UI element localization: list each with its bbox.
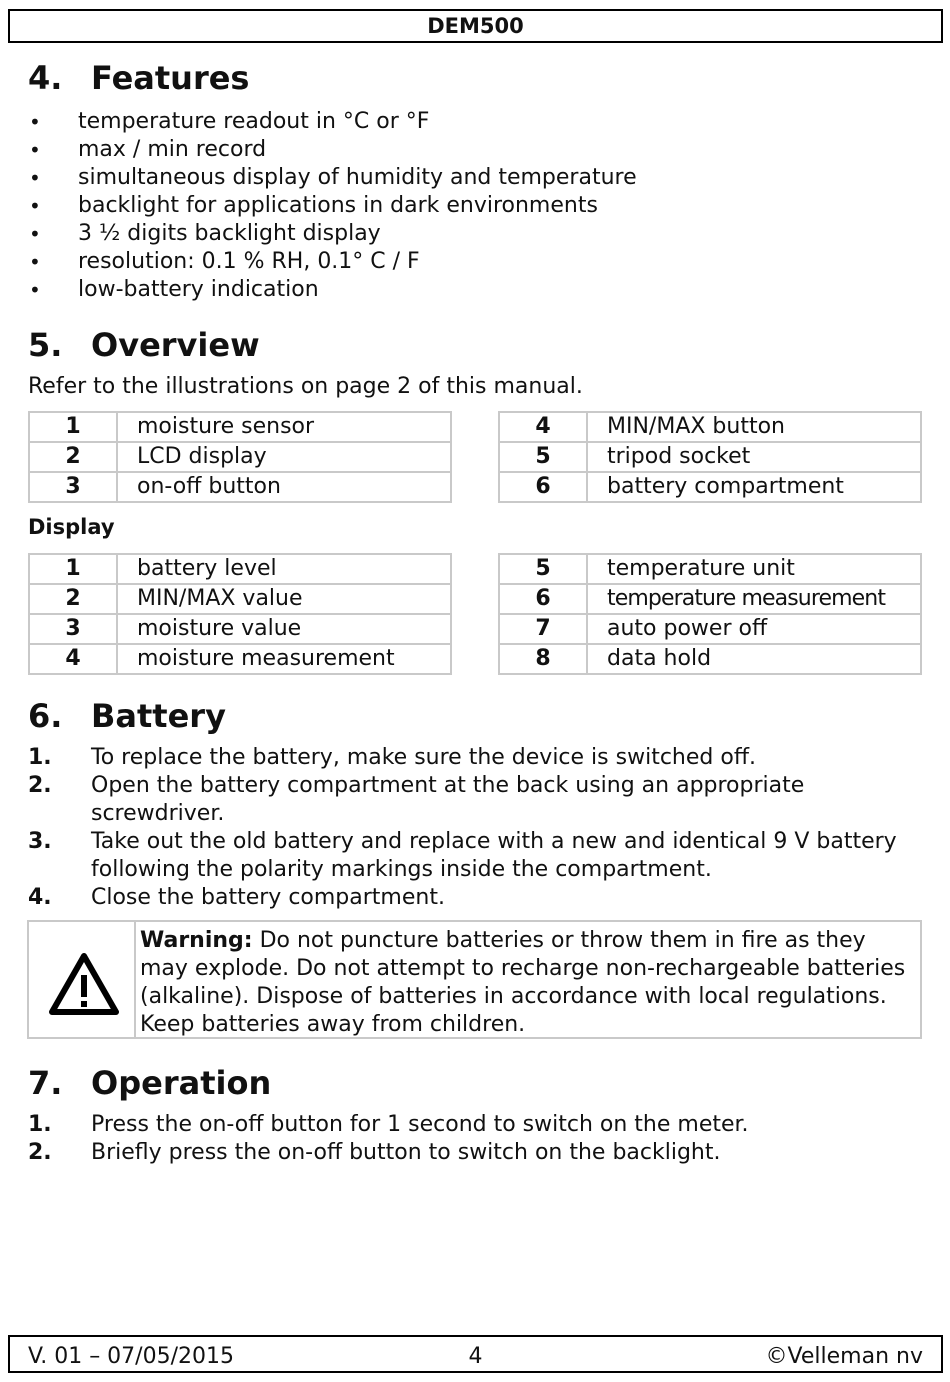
list-item: • simultaneous display of humidity and temperature	[28, 164, 637, 192]
legend-label: temperature unit	[587, 554, 921, 584]
step-text: Open the battery compartment at the back using an appropriate screwdriver.	[91, 773, 805, 826]
battery-steps	[28, 744, 898, 912]
legend-label: moisture sensor	[117, 412, 451, 442]
warning-body: Do not puncture batteries or throw them in fire as they may explode. Do not attempt to recharge non-rechargeable batteries (alkaline). Dispose of batteries in accordance with local regulations. Keep batteries away from children.	[140, 928, 906, 1037]
features-title: Features	[91, 59, 250, 97]
legend-number: 1	[29, 412, 117, 442]
page-footer	[8, 1335, 943, 1373]
legend-number: 2	[29, 442, 117, 472]
table-row	[499, 412, 921, 442]
operation-steps	[28, 1111, 908, 1167]
table-row	[499, 442, 921, 472]
overview-title: Overview	[91, 326, 260, 364]
step-number: 4.	[28, 885, 52, 910]
display-legend-right	[498, 553, 922, 675]
features-heading	[28, 60, 249, 96]
legend-label: moisture value	[117, 614, 451, 644]
legend-number: 5	[499, 442, 587, 472]
legend-label: auto power off	[587, 614, 921, 644]
legend-number: 4	[29, 644, 117, 674]
overview-number: 5.	[28, 326, 63, 364]
operation-title: Operation	[91, 1064, 272, 1102]
step-text: To replace the battery, make sure the device is switched off.	[91, 745, 756, 770]
operation-heading	[28, 1065, 271, 1101]
legend-number: 4	[499, 412, 587, 442]
list-item: • low-battery indication	[28, 276, 637, 304]
legend-label: moisture measurement	[117, 644, 451, 674]
battery-title: Battery	[91, 697, 226, 735]
list-item	[28, 772, 898, 828]
step-text: Press the on-off button for 1 second to switch on the meter.	[91, 1112, 749, 1137]
list-item: • resolution: 0.1 % RH, 0.1° C / F	[28, 248, 637, 276]
list-item	[28, 744, 898, 772]
list-item: • max / min record	[28, 136, 637, 164]
legend-label: battery compartment	[587, 472, 921, 502]
version-date: V. 01 – 07/05/2015	[28, 1344, 234, 1369]
legend-number: 3	[29, 472, 117, 502]
legend-number: 8	[499, 644, 587, 674]
legend-label: tripod socket	[587, 442, 921, 472]
features-number: 4.	[28, 59, 63, 97]
table-row	[29, 412, 451, 442]
features-list	[28, 108, 637, 304]
legend-label: data hold	[587, 644, 921, 674]
warning-icon	[49, 953, 119, 1015]
display-legend-left	[28, 553, 452, 675]
step-number: 1.	[28, 1112, 52, 1137]
step-text: Close the battery compartment.	[91, 885, 445, 910]
list-item: • backlight for applications in dark environments	[28, 192, 637, 220]
legend-number: 6	[499, 584, 587, 614]
legend-label: on-off button	[117, 472, 451, 502]
legend-label: battery level	[117, 554, 451, 584]
table-row	[29, 472, 451, 502]
list-item	[28, 1111, 908, 1139]
page-header	[8, 9, 943, 43]
step-number: 1.	[28, 745, 52, 770]
table-row	[499, 644, 921, 674]
copyright: ©Velleman nv	[765, 1344, 923, 1369]
step-number: 3.	[28, 829, 52, 854]
step-number: 2.	[28, 1140, 52, 1165]
display-heading: Display	[28, 515, 115, 539]
step-text: Briefly press the on-off button to switch on the backlight.	[91, 1140, 721, 1165]
table-row	[499, 614, 921, 644]
table-row	[29, 584, 451, 614]
table-row	[499, 472, 921, 502]
warning-box	[27, 920, 922, 1039]
legend-number: 3	[29, 614, 117, 644]
list-item: • temperature readout in °C or °F	[28, 108, 637, 136]
table-row	[29, 442, 451, 472]
battery-heading	[28, 698, 226, 734]
battery-number: 6.	[28, 697, 63, 735]
overview-heading	[28, 327, 260, 363]
device-legend-left	[28, 411, 452, 503]
table-row	[499, 584, 921, 614]
table-row	[29, 614, 451, 644]
page-number: 4	[468, 1344, 483, 1369]
step-number: 2.	[28, 773, 52, 798]
list-item	[28, 884, 898, 912]
warning-divider	[134, 922, 136, 1037]
legend-label: LCD display	[117, 442, 451, 472]
table-row	[499, 554, 921, 584]
legend-number: 7	[499, 614, 587, 644]
warning-label: Warning:	[140, 928, 253, 953]
step-text: Take out the old battery and replace with a new and identical 9 V battery following the polarity markings inside the compartment.	[91, 829, 897, 882]
list-item	[28, 828, 898, 884]
legend-number: 5	[499, 554, 587, 584]
legend-number: 2	[29, 584, 117, 614]
list-item	[28, 1139, 908, 1167]
list-item: • 3 ½ digits backlight display	[28, 220, 637, 248]
legend-label: MIN/MAX value	[117, 584, 451, 614]
table-row	[29, 644, 451, 674]
legend-label: temperature measurement	[587, 584, 921, 614]
device-legend-right	[498, 411, 922, 503]
warning-text	[140, 927, 910, 1039]
legend-number: 1	[29, 554, 117, 584]
operation-number: 7.	[28, 1064, 63, 1102]
table-row	[29, 554, 451, 584]
overview-intro: Refer to the illustrations on page 2 of this manual.	[28, 374, 583, 399]
legend-number: 6	[499, 472, 587, 502]
legend-label: MIN/MAX button	[587, 412, 921, 442]
model-name: DEM500	[427, 14, 524, 38]
